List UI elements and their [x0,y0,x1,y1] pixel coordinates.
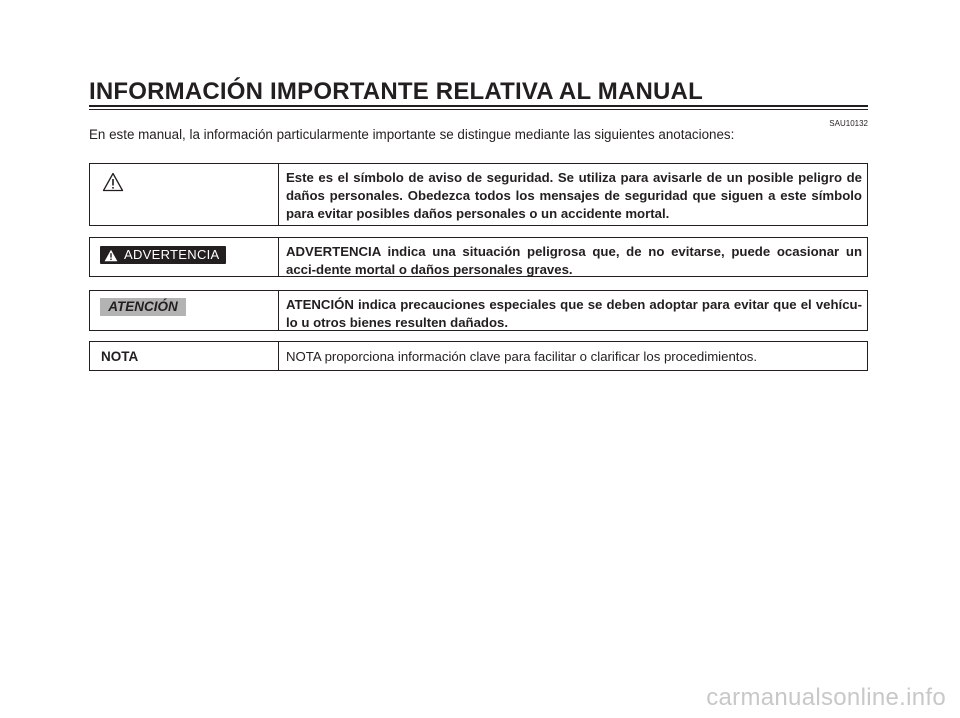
page-title: INFORMACIÓN IMPORTANTE RELATIVA AL MANUAL [89,78,703,105]
notice-label-cell [90,164,279,225]
title-rule-thin [89,109,868,110]
notice-text: NOTA proporciona información clave para facilitar o clarificar los procedimientos. [286,349,758,364]
advertencia-badge [100,246,226,264]
notice-atencion [89,290,868,331]
title-rule-thick [89,105,868,107]
warning-triangle-icon [104,249,118,262]
warning-triangle-icon [102,172,124,192]
notice-safety-symbol [89,163,868,226]
document-code: SAU10132 [829,119,868,128]
atencion-badge: ATENCIÓN [100,298,186,316]
notice-text: Este es el símbolo de aviso de seguridad. Se utiliza para avisarle de un posible peligro de daños personales. Obedezca todos los mensajes de seguridad que siguen a este símbolo para evitar posibles daños personales o un accidente mortal. [286,170,862,221]
notice-advertencia [89,237,868,277]
notice-label-cell [90,342,279,370]
notice-label-cell [90,238,279,276]
intro-paragraph: En este manual, la información particularmente importante se distingue mediante las siguientes anotaciones: [89,127,735,142]
notice-text: ADVERTENCIA indica una situación peligrosa que, de no evitarse, puede ocasionar un acci-dente mortal o daños personales graves. [286,244,862,276]
notice-nota [89,341,868,371]
watermark: carmanualsonline.info [706,684,946,711]
notice-label-cell [90,291,279,330]
nota-label: NOTA [101,349,139,364]
notice-text: ATENCIÓN indica precauciones especiales que se deben adoptar para evitar que el vehícu-lo u otros bienes resulten dañados. [286,297,862,330]
advertencia-label: ADVERTENCIA [124,247,220,262]
